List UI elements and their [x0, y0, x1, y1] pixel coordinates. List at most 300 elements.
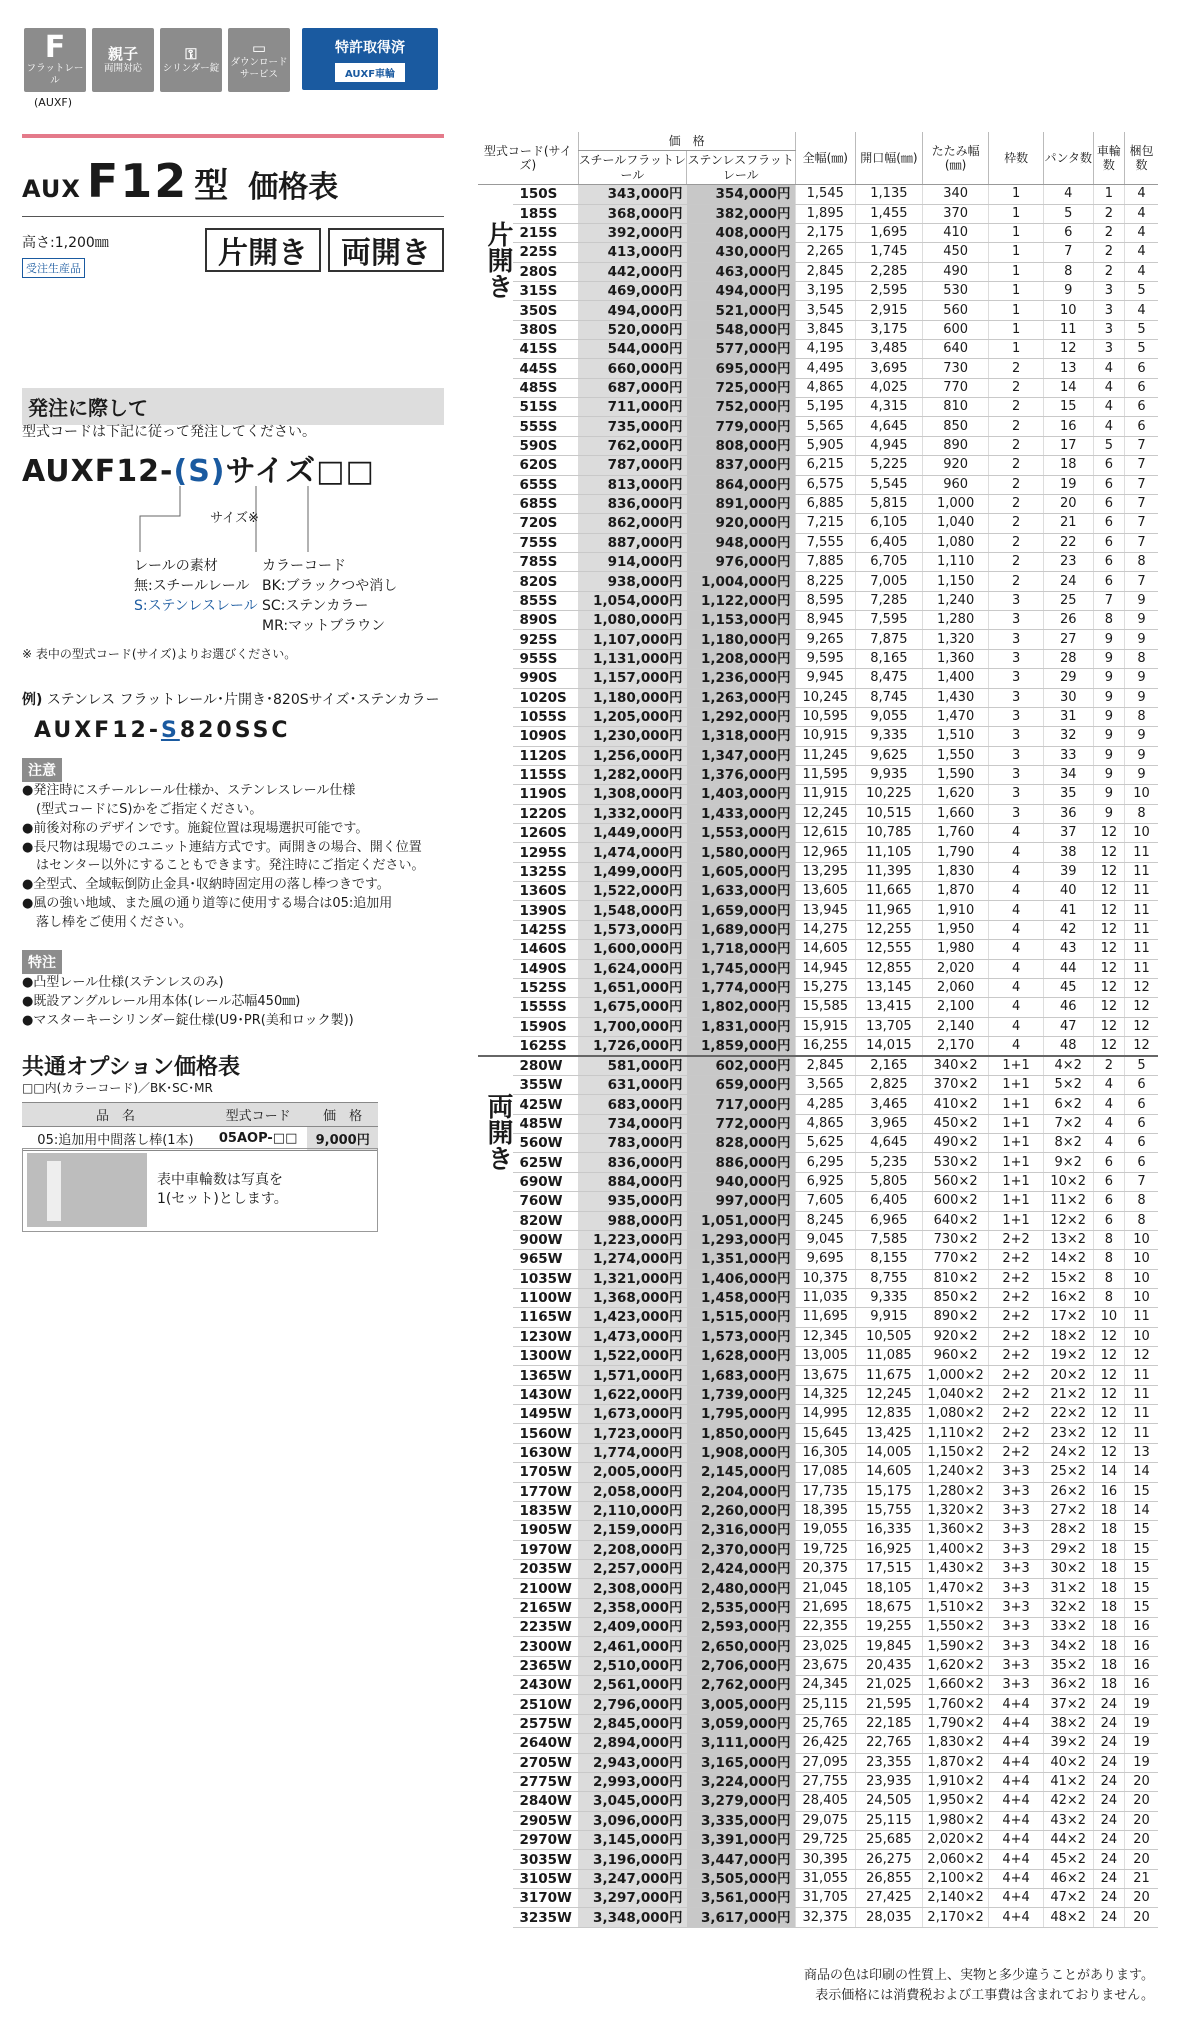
- folded-width: 450×2: [922, 1114, 989, 1133]
- pantograph-count: 7: [1043, 243, 1093, 262]
- table-row: [478, 1463, 1158, 1482]
- table-row: [478, 514, 1158, 533]
- frame-count: 4: [989, 998, 1043, 1017]
- total-width: 12,615: [795, 824, 855, 843]
- package-count: 4: [1125, 301, 1158, 320]
- model-code: 1165W: [513, 1308, 578, 1327]
- stainless-price: 717,000円: [687, 1095, 795, 1114]
- folded-width: 730: [922, 359, 989, 378]
- total-width: 4,495: [795, 359, 855, 378]
- stainless-price: 2,204,000円: [687, 1482, 795, 1501]
- package-count: 15: [1125, 1482, 1158, 1501]
- wheel-count: 9: [1093, 727, 1124, 746]
- wheel-count: 9: [1093, 804, 1124, 823]
- total-width: 31,705: [795, 1889, 855, 1908]
- total-width: 10,595: [795, 707, 855, 726]
- package-count: 4: [1125, 185, 1158, 204]
- opening-width: 10,505: [856, 1327, 923, 1346]
- row-spacer: [478, 185, 513, 204]
- opening-width: 8,475: [856, 669, 923, 688]
- package-count: 6: [1125, 378, 1158, 397]
- package-count: 20: [1125, 1889, 1158, 1908]
- opening-width: 25,685: [856, 1831, 923, 1850]
- frame-count: 1+1: [989, 1134, 1043, 1153]
- pantograph-count: 5: [1043, 204, 1093, 223]
- stainless-price: 828,000円: [687, 1134, 795, 1153]
- model-code: 1555S: [513, 998, 578, 1017]
- stainless-price: 837,000円: [687, 456, 795, 475]
- table-row: [478, 1405, 1158, 1424]
- wheel-count: 6: [1093, 572, 1124, 591]
- table-row: [478, 553, 1158, 572]
- folded-width: 2,060: [922, 978, 989, 997]
- pantograph-count: 11×2: [1043, 1192, 1093, 1211]
- steel-price: 1,256,000円: [578, 746, 686, 765]
- header-price: 価 格: [578, 132, 795, 151]
- folded-width: 730×2: [922, 1230, 989, 1249]
- color-sc: SC:ステンカラー: [262, 598, 369, 614]
- steel-price: 2,058,000円: [578, 1482, 686, 1501]
- wheel-count: 4: [1093, 359, 1124, 378]
- stainless-price: 1,739,000円: [687, 1385, 795, 1404]
- stainless-price: 1,553,000円: [687, 824, 795, 843]
- stainless-price: 1,831,000円: [687, 1017, 795, 1036]
- computer-icon: ▭: [251, 39, 267, 58]
- model-code: 1705W: [513, 1463, 578, 1482]
- pantograph-count: 17×2: [1043, 1308, 1093, 1327]
- frame-count: 2+2: [989, 1269, 1043, 1288]
- total-width: 13,945: [795, 901, 855, 920]
- folded-width: 1,360×2: [922, 1521, 989, 1540]
- wheel-count: 6: [1093, 475, 1124, 494]
- opening-width: 7,875: [856, 630, 923, 649]
- pantograph-count: 38: [1043, 843, 1093, 862]
- opening-width: 13,145: [856, 978, 923, 997]
- package-count: 19: [1125, 1714, 1158, 1733]
- model-code: 1020S: [513, 688, 578, 707]
- wheel-count: 9: [1093, 765, 1124, 784]
- model-code: 425W: [513, 1095, 578, 1114]
- package-count: 4: [1125, 223, 1158, 242]
- stainless-price: 1,633,000円: [687, 882, 795, 901]
- row-spacer: [478, 1017, 513, 1036]
- frame-count: 4+4: [989, 1869, 1043, 1888]
- wheel-count: 2: [1093, 243, 1124, 262]
- header-frames: 枠数: [989, 132, 1043, 185]
- opening-width: 13,415: [856, 998, 923, 1017]
- pantograph-count: 30×2: [1043, 1559, 1093, 1578]
- opening-width: 19,845: [856, 1637, 923, 1656]
- steel-price: 1,651,000円: [578, 978, 686, 997]
- wheel-count: 4: [1093, 1095, 1124, 1114]
- opening-width: 7,585: [856, 1230, 923, 1249]
- opening-width: 13,705: [856, 1017, 923, 1036]
- stainless-price: 2,260,000円: [687, 1501, 795, 1520]
- steel-price: 660,000円: [578, 359, 686, 378]
- row-spacer: [478, 611, 513, 630]
- row-spacer: [478, 1327, 513, 1346]
- package-count: 9: [1125, 611, 1158, 630]
- folded-width: 370: [922, 204, 989, 223]
- pantograph-count: 44: [1043, 959, 1093, 978]
- total-width: 31,055: [795, 1869, 855, 1888]
- pantograph-count: 27×2: [1043, 1501, 1093, 1520]
- option-price-table: 品 名 型式コード 価 格 05:追加用中間落し棒(1本) 05AOP-□□ 9,000円: [22, 1102, 378, 1151]
- table-row: [478, 281, 1158, 300]
- steel-price: 1,274,000円: [578, 1250, 686, 1269]
- table-row: [478, 1811, 1158, 1830]
- row-spacer: [478, 1676, 513, 1695]
- stainless-price: 3,005,000円: [687, 1695, 795, 1714]
- total-width: 13,675: [795, 1366, 855, 1385]
- row-spacer: [478, 553, 513, 572]
- package-count: 20: [1125, 1850, 1158, 1869]
- folded-width: 850: [922, 417, 989, 436]
- model-code: 3105W: [513, 1869, 578, 1888]
- wheel-count: 6: [1093, 456, 1124, 475]
- opening-width: 15,755: [856, 1501, 923, 1520]
- table-row: [478, 1017, 1158, 1036]
- pantograph-count: 20: [1043, 494, 1093, 513]
- frame-count: 1: [989, 243, 1043, 262]
- folded-width: 810×2: [922, 1269, 989, 1288]
- folded-width: 2,140: [922, 1017, 989, 1036]
- folded-width: 410×2: [922, 1095, 989, 1114]
- frame-count: 3: [989, 785, 1043, 804]
- opening-width: 23,935: [856, 1772, 923, 1791]
- row-spacer: [478, 1308, 513, 1327]
- pantograph-count: 44×2: [1043, 1831, 1093, 1850]
- single-open-rows: [478, 185, 1158, 1056]
- auxf-note: (AUXF): [34, 96, 73, 109]
- package-count: 4: [1125, 243, 1158, 262]
- stainless-price: 725,000円: [687, 378, 795, 397]
- pantograph-count: 36×2: [1043, 1676, 1093, 1695]
- total-width: 1,545: [795, 185, 855, 204]
- opening-width: 14,005: [856, 1443, 923, 1462]
- stainless-price: 891,000円: [687, 494, 795, 513]
- package-count: 19: [1125, 1734, 1158, 1753]
- pantograph-count: 12×2: [1043, 1211, 1093, 1230]
- wheel-count: 18: [1093, 1618, 1124, 1637]
- frame-count: 3: [989, 688, 1043, 707]
- package-count: 11: [1125, 959, 1158, 978]
- row-spacer: [478, 475, 513, 494]
- table-row: [478, 1172, 1158, 1191]
- total-width: 13,295: [795, 862, 855, 881]
- wheel-count: 18: [1093, 1501, 1124, 1520]
- folded-width: 1,790: [922, 843, 989, 862]
- row-spacer: [478, 1424, 513, 1443]
- stainless-price: 2,480,000円: [687, 1579, 795, 1598]
- wheel-count: 6: [1093, 1172, 1124, 1191]
- wheel-count: 24: [1093, 1734, 1124, 1753]
- package-count: 10: [1125, 785, 1158, 804]
- folded-width: 640: [922, 340, 989, 359]
- row-spacer: [478, 669, 513, 688]
- model-code: 900W: [513, 1230, 578, 1249]
- opening-width: 7,595: [856, 611, 923, 630]
- model-code: 1260S: [513, 824, 578, 843]
- row-spacer: [478, 649, 513, 668]
- folded-width: 2,060×2: [922, 1850, 989, 1869]
- model-code: 1390S: [513, 901, 578, 920]
- pantograph-count: 17: [1043, 436, 1093, 455]
- wheel-count: 18: [1093, 1598, 1124, 1617]
- table-row: [478, 1230, 1158, 1249]
- double-open-rows: [478, 1056, 1158, 1927]
- model-code: 2840W: [513, 1792, 578, 1811]
- row-spacer: [478, 998, 513, 1017]
- model-code: 755S: [513, 533, 578, 552]
- stainless-price: 463,000円: [687, 262, 795, 281]
- total-width: 5,625: [795, 1134, 855, 1153]
- wheel-count: 12: [1093, 959, 1124, 978]
- stainless-price: 1,573,000円: [687, 1327, 795, 1346]
- opening-width: 21,595: [856, 1695, 923, 1714]
- table-row: [478, 669, 1158, 688]
- stainless-price: 1,236,000円: [687, 669, 795, 688]
- steel-price: 1,107,000円: [578, 630, 686, 649]
- pantograph-count: 29: [1043, 669, 1093, 688]
- total-width: 11,915: [795, 785, 855, 804]
- option-note: □□内(カラーコード)／BK･SC･MR: [22, 1081, 213, 1095]
- table-row: [478, 804, 1158, 823]
- pantograph-count: 19: [1043, 475, 1093, 494]
- folded-width: 920: [922, 456, 989, 475]
- folded-width: 1,620×2: [922, 1656, 989, 1675]
- folded-width: 490: [922, 262, 989, 281]
- frame-count: 4+4: [989, 1850, 1043, 1869]
- rail-steel: 無:スチールレール: [134, 578, 250, 594]
- model-code: 485S: [513, 378, 578, 397]
- model-code: 2905W: [513, 1811, 578, 1830]
- wheel-count: 5: [1093, 436, 1124, 455]
- steel-price: 938,000円: [578, 572, 686, 591]
- pantograph-count: 33×2: [1043, 1618, 1093, 1637]
- model-code: 3035W: [513, 1850, 578, 1869]
- total-width: 17,085: [795, 1463, 855, 1482]
- total-width: 17,735: [795, 1482, 855, 1501]
- stainless-price: 1,689,000円: [687, 920, 795, 939]
- opening-width: 1,455: [856, 204, 923, 223]
- example-line: 例) ステンレス フラットレール･片開き･820Sサイズ･ステンカラー: [22, 692, 440, 708]
- steel-price: 494,000円: [578, 301, 686, 320]
- total-width: 5,565: [795, 417, 855, 436]
- model-code: 1630W: [513, 1443, 578, 1462]
- package-count: 20: [1125, 1908, 1158, 1927]
- steel-price: 581,000円: [578, 1056, 686, 1076]
- folded-width: 1,830×2: [922, 1734, 989, 1753]
- stainless-price: 3,391,000円: [687, 1831, 795, 1850]
- model-code: 1460S: [513, 940, 578, 959]
- pantograph-count: 11: [1043, 320, 1093, 339]
- opening-width: 14,605: [856, 1463, 923, 1482]
- total-width: 14,325: [795, 1385, 855, 1404]
- table-row: [478, 417, 1158, 436]
- opening-width: 3,175: [856, 320, 923, 339]
- opening-width: 2,915: [856, 301, 923, 320]
- stainless-price: 1,859,000円: [687, 1036, 795, 1056]
- row-spacer: [478, 1618, 513, 1637]
- opening-width: 13,425: [856, 1424, 923, 1443]
- stainless-price: 2,316,000円: [687, 1521, 795, 1540]
- opening-width: 2,825: [856, 1075, 923, 1094]
- table-row: [478, 262, 1158, 281]
- row-spacer: [478, 572, 513, 591]
- special-order-label: 特注: [22, 950, 62, 974]
- stainless-price: 2,706,000円: [687, 1656, 795, 1675]
- table-row: [478, 1075, 1158, 1094]
- opening-width: 16,925: [856, 1540, 923, 1559]
- frame-count: 4: [989, 959, 1043, 978]
- steel-price: 1,774,000円: [578, 1443, 686, 1462]
- folded-width: 1,550×2: [922, 1618, 989, 1637]
- row-spacer: [478, 1889, 513, 1908]
- frame-count: 1+1: [989, 1095, 1043, 1114]
- table-row: [478, 1288, 1158, 1307]
- steel-price: 2,358,000円: [578, 1598, 686, 1617]
- stainless-price: 1,263,000円: [687, 688, 795, 707]
- package-count: 19: [1125, 1753, 1158, 1772]
- wheel-count: 8: [1093, 611, 1124, 630]
- steel-price: 735,000円: [578, 417, 686, 436]
- frame-count: 3+3: [989, 1540, 1043, 1559]
- package-count: 7: [1125, 456, 1158, 475]
- package-count: 6: [1125, 417, 1158, 436]
- wheel-count: 12: [1093, 1036, 1124, 1056]
- steel-price: 1,368,000円: [578, 1288, 686, 1307]
- folded-width: 1,280: [922, 611, 989, 630]
- wheel-count: 24: [1093, 1811, 1124, 1830]
- frame-count: 3: [989, 765, 1043, 784]
- package-count: 5: [1125, 340, 1158, 359]
- package-count: 11: [1125, 901, 1158, 920]
- steel-price: 1,473,000円: [578, 1327, 686, 1346]
- folded-width: 1,760×2: [922, 1695, 989, 1714]
- model-code: 1055S: [513, 707, 578, 726]
- frame-count: 1+1: [989, 1056, 1043, 1076]
- wheel-count: 6: [1093, 1192, 1124, 1211]
- stainless-price: 2,650,000円: [687, 1637, 795, 1656]
- total-width: 6,925: [795, 1172, 855, 1191]
- pantograph-count: 18×2: [1043, 1327, 1093, 1346]
- pantograph-count: 38×2: [1043, 1714, 1093, 1733]
- opening-width: 11,965: [856, 901, 923, 920]
- total-width: 3,545: [795, 301, 855, 320]
- wheel-count: 1: [1093, 185, 1124, 204]
- steel-price: 1,700,000円: [578, 1017, 686, 1036]
- stainless-price: 1,351,000円: [687, 1250, 795, 1269]
- model-code: 2430W: [513, 1676, 578, 1695]
- steel-price: 1,600,000円: [578, 940, 686, 959]
- stainless-price: 3,165,000円: [687, 1753, 795, 1772]
- example-code: AUXF12-S820SSC: [34, 718, 291, 743]
- folded-width: 1,550: [922, 746, 989, 765]
- model-code: 1425S: [513, 920, 578, 939]
- steel-price: 1,499,000円: [578, 862, 686, 881]
- pantograph-count: 13: [1043, 359, 1093, 378]
- opening-width: 10,785: [856, 824, 923, 843]
- total-width: 5,905: [795, 436, 855, 455]
- pantograph-count: 43: [1043, 940, 1093, 959]
- steel-price: 1,230,000円: [578, 727, 686, 746]
- frame-count: 4+4: [989, 1908, 1043, 1927]
- wheel-count: 12: [1093, 862, 1124, 881]
- folded-width: 410: [922, 223, 989, 242]
- total-width: 16,255: [795, 1036, 855, 1056]
- frame-count: 4+4: [989, 1831, 1043, 1850]
- frame-count: 4+4: [989, 1753, 1043, 1772]
- steel-price: 1,308,000円: [578, 785, 686, 804]
- total-width: 10,915: [795, 727, 855, 746]
- steel-price: 1,522,000円: [578, 882, 686, 901]
- model-code: 625W: [513, 1153, 578, 1172]
- frame-count: 1: [989, 281, 1043, 300]
- steel-price: 734,000円: [578, 1114, 686, 1133]
- wheel-count: 14: [1093, 1463, 1124, 1482]
- title-accent-bar: [22, 134, 444, 138]
- opening-width: 11,665: [856, 882, 923, 901]
- pantograph-count: 34×2: [1043, 1637, 1093, 1656]
- total-width: 1,895: [795, 204, 855, 223]
- steel-price: 683,000円: [578, 1095, 686, 1114]
- frame-count: 4: [989, 882, 1043, 901]
- folded-width: 1,870: [922, 882, 989, 901]
- table-row: [478, 572, 1158, 591]
- wheel-count: 12: [1093, 940, 1124, 959]
- stainless-price: 808,000円: [687, 436, 795, 455]
- pantograph-count: 39: [1043, 862, 1093, 881]
- steel-price: 392,000円: [578, 223, 686, 242]
- table-row: [478, 1753, 1158, 1772]
- frame-count: 2: [989, 378, 1043, 397]
- model-code: 2575W: [513, 1714, 578, 1733]
- total-width: 4,285: [795, 1095, 855, 1114]
- opening-width: 5,545: [856, 475, 923, 494]
- row-spacer: [478, 1482, 513, 1501]
- wheel-count: 12: [1093, 1405, 1124, 1424]
- color-code-title: カラーコード: [262, 558, 346, 574]
- steel-price: 1,157,000円: [578, 669, 686, 688]
- table-row: [478, 1327, 1158, 1346]
- stainless-price: 659,000円: [687, 1075, 795, 1094]
- stainless-price: 1,683,000円: [687, 1366, 795, 1385]
- stainless-price: 1,180,000円: [687, 630, 795, 649]
- folded-width: 1,870×2: [922, 1753, 989, 1772]
- folded-width: 1,510: [922, 727, 989, 746]
- wheel-count: 4: [1093, 1075, 1124, 1094]
- caution-list: ●発注時にスチールレール仕様か、ステンレスレール仕様 (型式コードにS)かをご指定ください。 ●前後対称のデザインです。施錠位置は現場選択可能です。 ●長尺物は現場でのユニット連結方式です。両開きの場合、開く位置 はセンター以外にすることもできます。発注時にご指定ください。 ●全型式、全域転倒防止金具･収納時固定用の落し棒つきです。 ●風の強い地域、また風の通り道等に使用する場合は05:追加用 落し棒をご使用ください。: [22, 783, 425, 930]
- folded-width: 560×2: [922, 1172, 989, 1191]
- package-count: 6: [1125, 1075, 1158, 1094]
- patent-badge: 特許取得済 AUXF車輪: [302, 28, 438, 90]
- pantograph-count: 13×2: [1043, 1230, 1093, 1249]
- folded-width: 1,660×2: [922, 1676, 989, 1695]
- total-width: 20,375: [795, 1559, 855, 1578]
- wheel-count: 6: [1093, 533, 1124, 552]
- model-code: 1905W: [513, 1521, 578, 1540]
- row-spacer: [478, 765, 513, 784]
- frame-count: 1: [989, 223, 1043, 242]
- stainless-price: 920,000円: [687, 514, 795, 533]
- row-spacer: [478, 340, 513, 359]
- frame-count: 4: [989, 978, 1043, 997]
- table-row: [478, 727, 1158, 746]
- package-count: 10: [1125, 1250, 1158, 1269]
- table-row: [478, 301, 1158, 320]
- pantograph-count: 15×2: [1043, 1269, 1093, 1288]
